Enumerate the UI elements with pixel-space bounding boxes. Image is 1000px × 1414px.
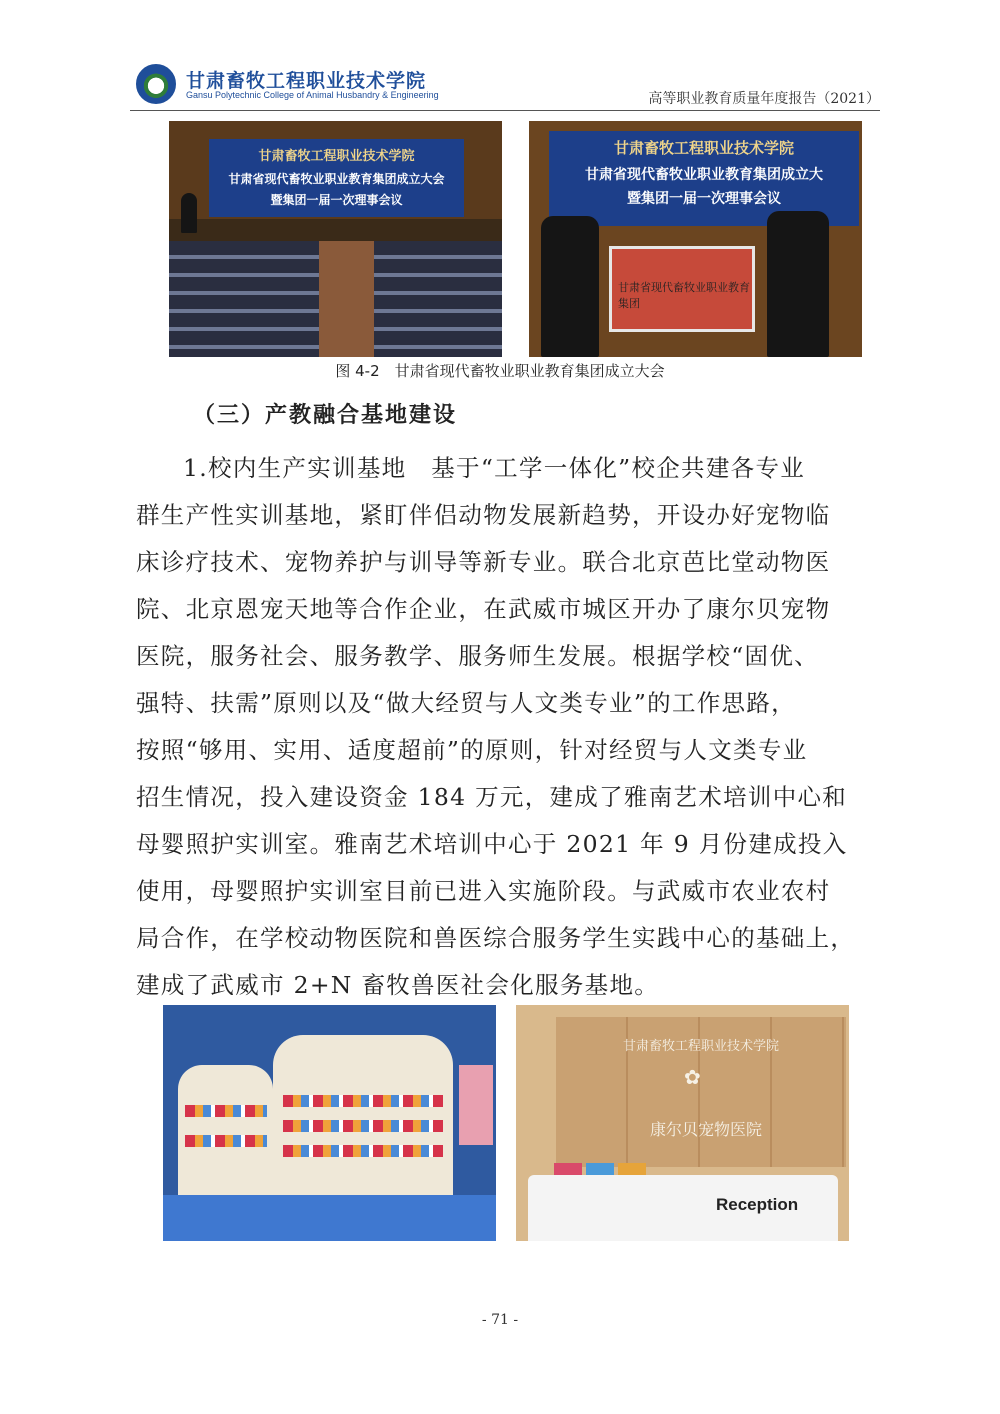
page-header xyxy=(130,58,880,110)
banner-line-1: 甘肃畜牧工程职业技术学院 xyxy=(613,139,794,157)
body-line: 1.校内生产实训基地 基于“工学一体化”校企共建各专业 xyxy=(183,454,806,482)
shelf-products xyxy=(283,1120,443,1132)
shelf-products xyxy=(283,1145,443,1157)
body-line: 局合作，在学校动物医院和兽医综合服务学生实践中心的基础上， xyxy=(136,924,856,952)
shelf-center xyxy=(273,1035,453,1195)
body-line: 按照“够用、实用、适度超前”的原则，针对经贸与人文类专业 xyxy=(136,736,808,764)
body-line: 院、北京恩宠天地等合作企业，在武威市城区开办了康尔贝宠物 xyxy=(136,595,831,623)
body-line: 建成了武威市 2+N 畜牧兽医社会化服务基地。 xyxy=(136,971,660,999)
page-number: - 71 - xyxy=(481,1312,519,1328)
photo-unveiling-ceremony xyxy=(529,121,862,357)
body-line: 母婴照护实训室。雅南艺术培训中心于 2021 年 9 月份建成投入 xyxy=(136,830,848,858)
shelf-products xyxy=(185,1135,267,1147)
reception-label: Reception xyxy=(716,1195,799,1214)
banner-line-3: 暨集团一届一次理事会议 xyxy=(270,193,403,207)
group-plaque xyxy=(609,246,755,332)
photo-meeting-hall xyxy=(169,121,502,357)
pet-clothes xyxy=(459,1065,493,1145)
body-line: 使用，母婴照护实训室目前已进入实施阶段。与武威市农业农村 xyxy=(136,877,831,905)
body-line: 医院，服务社会、服务教学、服务师生发展。根据学校“固优、 xyxy=(136,642,819,670)
aisle xyxy=(319,241,374,357)
blue-floor xyxy=(163,1195,496,1241)
header-divider xyxy=(130,110,880,111)
photo-pet-supplies-store xyxy=(163,1005,496,1241)
body-line: 招生情况，投入建设资金 184 万元，建成了雅南艺术培训中心和 xyxy=(136,783,848,811)
hospital-name: 康尔贝宠物医院 xyxy=(649,1120,762,1139)
college-logo-icon xyxy=(136,64,176,104)
stage-table xyxy=(169,219,502,241)
figure-caption: 图 4-2 甘肃省现代畜牧业职业教育集团成立大会 xyxy=(335,362,665,380)
paw-icon: ✿ xyxy=(684,1065,701,1089)
speaker-figure xyxy=(181,193,197,233)
wall-college-name: 甘肃畜牧工程职业技术学院 xyxy=(622,1039,779,1054)
photo-pet-hospital-reception xyxy=(516,1005,849,1241)
college-name-en: Gansu Polytechnic College of Animal Husbandry & Engineering xyxy=(186,90,439,100)
official-figure-right xyxy=(767,211,829,357)
banner-line-2: 甘肃省现代畜牧业职业教育集团成立大 xyxy=(585,167,823,183)
official-figure-left xyxy=(541,216,599,357)
plaque-text: 甘肃省现代畜牧业职业教育集团 xyxy=(618,281,750,310)
report-title: 高等职业教育质量年度报告（2021） xyxy=(648,91,880,107)
body-line: 群生产性实训基地，紧盯伴侣动物发展新趋势，开设办好宠物临 xyxy=(136,501,831,529)
shelf-products xyxy=(283,1095,443,1107)
shelf-left xyxy=(178,1065,273,1195)
meeting-banner xyxy=(209,139,464,217)
body-line: 强特、扶需”原则以及“做大经贸与人文类专业”的工作思路， xyxy=(136,689,796,717)
banner-line-2: 甘肃省现代畜牧业职业教育集团成立大会 xyxy=(228,172,445,186)
body-paragraph xyxy=(136,445,896,1009)
body-line: 床诊疗技术、宠物养护与训导等新专业。联合北京芭比堂动物医 xyxy=(136,548,831,576)
shelf-products xyxy=(185,1105,267,1117)
section-heading: （三）产教融合基地建设 xyxy=(193,403,458,428)
banner-line-3: 暨集团一届一次理事会议 xyxy=(627,191,781,207)
banner-line-1: 甘肃畜牧工程职业技术学院 xyxy=(258,149,415,164)
college-name-cn: 甘肃畜牧工程职业技术学院 xyxy=(186,70,427,92)
